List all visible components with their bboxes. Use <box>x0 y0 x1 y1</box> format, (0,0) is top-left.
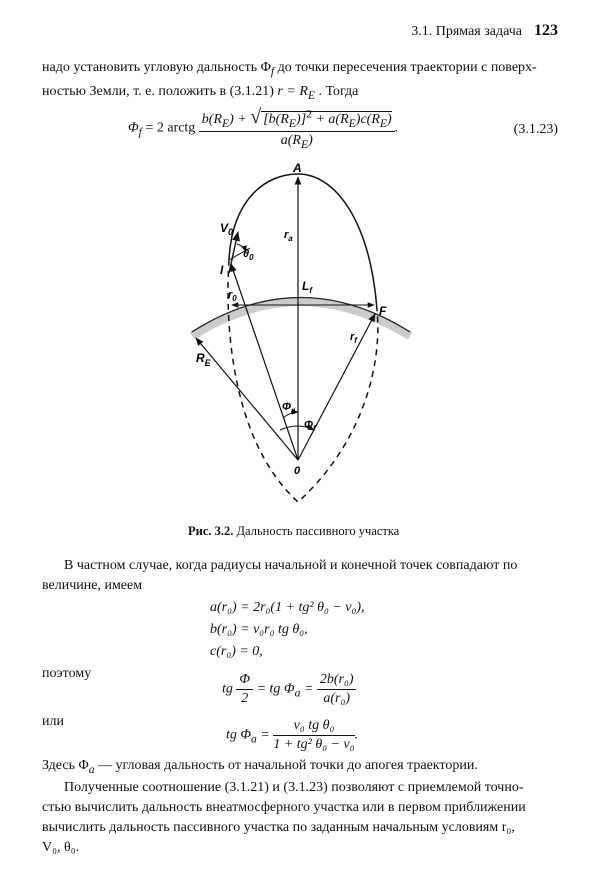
para1-line2-rest: . Тогда <box>315 83 359 99</box>
eq1-sqrt-sup: 2 <box>306 107 312 121</box>
label-RE: $R_E$ <box>196 351 211 368</box>
eq1-lhs: Φ <box>128 120 139 136</box>
eq2-mid: = tg Φ <box>253 681 295 697</box>
eq2-eq: = <box>300 681 317 697</box>
label-theta0: $\theta_0$ <box>243 248 254 262</box>
label-Lf: $L_f$ <box>302 279 313 295</box>
eq1-fraction <box>199 106 395 151</box>
vector-rf <box>298 314 375 460</box>
figure-caption <box>188 524 399 539</box>
label-O: 0 <box>294 465 301 477</box>
label-A: A <box>293 161 302 175</box>
eq2-lhs: tg <box>222 681 237 697</box>
label-r0: $r_0$ <box>228 289 237 303</box>
eq1-num-a: b(R <box>201 112 223 127</box>
eq1-period: . <box>394 120 399 136</box>
eq1-numerator: $b(R_E)$ + √ $[b(R_E)]^2 + a(R_E)c(R_E)$ <box>199 106 395 132</box>
trajectory-dashed <box>228 260 378 502</box>
eq3-den: 1 + tg² θ₀ − ν₀ <box>273 737 355 752</box>
para4-line1: Полученные соотношение (3.1.21) и (3.1.23) позволяют с приемлемой точно- <box>64 780 524 795</box>
eq3-num: ν₀ tg θ₀ <box>273 718 354 736</box>
eq3-lhs: tg Φ <box>226 727 252 743</box>
eq1-den-b: E <box>300 137 309 151</box>
label-I: I <box>220 263 224 277</box>
label-F: F <box>379 304 387 318</box>
system-a: a(r₀) = 2r₀(1 + tg² θ₀ − ν₀), <box>210 600 365 615</box>
eq3-eq: = <box>256 727 274 743</box>
label-V0: $V_0$ <box>220 221 234 237</box>
eq1-sqrt-sub2: E <box>348 116 356 130</box>
para3-sub: a <box>88 762 95 776</box>
para4-line2: стью вычислить дальность внеатмосферного участка или в первом приближении <box>42 800 526 815</box>
eq1-den-c: ) <box>308 132 313 148</box>
paragraph-intro <box>42 58 558 106</box>
word-ili: или <box>42 714 64 729</box>
vector-re <box>196 338 298 460</box>
eq2-frac1-den: 2 <box>241 691 249 706</box>
eq1-denominator <box>199 132 395 151</box>
figure-3-2 <box>170 160 430 515</box>
eq1-lhs-sub: f <box>138 125 142 139</box>
caption-text: Дальность пассивного участка <box>233 524 400 538</box>
velocity-vector <box>229 232 238 273</box>
eq1-op: = 2 arctg <box>141 120 199 136</box>
eq1-den-a: a(R <box>280 132 301 148</box>
para1-math: r = R <box>277 83 308 99</box>
eq1-sqrt-sub3: E <box>379 116 387 130</box>
eq1-num-c: ) + <box>229 112 251 127</box>
paragraph-here <box>42 756 478 780</box>
equation-tg-phi-a <box>226 718 358 753</box>
eq1-sqrt-a: [b(R <box>263 112 289 127</box>
eq2-frac2-num: 2b(r₀) <box>317 672 357 690</box>
eq1-num-b: E <box>222 116 230 130</box>
para3-b: — угловая дальность от начальной точки до апогея траектории. <box>94 758 478 773</box>
eq2-frac1-num: Φ <box>236 672 253 690</box>
page-number: 123 <box>534 22 558 39</box>
eq1-sqrt-rest: + a(R <box>311 112 349 127</box>
eq1-sqrt-rest2: )c(R <box>355 112 380 127</box>
system-c: c(r₀) = 0, <box>210 644 263 659</box>
eq2-mid-sub: a <box>294 686 301 700</box>
para1-line2: ностью Земли, т. е. положить в (3.1.21) <box>42 83 278 99</box>
system-b: b(r₀) = ν₀r₀ tg θ₀, <box>210 622 308 637</box>
para3-a: Здесь Φ <box>42 758 89 773</box>
para1-line1: надо установить угловую дальность Φ <box>42 60 271 75</box>
equation-3-1-23 <box>128 106 398 151</box>
eq1-sqrt-sub: E <box>288 116 297 130</box>
para1-line1-rest: до точки пересечения траектории с поверх- <box>274 60 537 75</box>
vector-r0 <box>231 264 298 460</box>
eq1-sqrt-rest3: ) <box>387 112 392 127</box>
label-phi-a: $\Phi_a$ <box>282 401 296 415</box>
paragraph-conclusion <box>42 778 558 858</box>
eq3-lhs-sub: a <box>251 732 257 746</box>
label-phi-f: $\Phi_f$ <box>304 419 316 433</box>
para2-line1: В частном случае, когда радиусы начальной и конечной точек совпадают по <box>64 558 518 573</box>
caption-label: Рис. 3.2. <box>188 524 234 538</box>
para1-sub-f: f <box>270 64 275 78</box>
equation-system <box>210 597 365 663</box>
running-header <box>411 22 558 40</box>
para1-sub-e: E <box>307 88 315 102</box>
para4-line3: вычислить дальность пассивного участка по заданным начальным условиям r₀, <box>42 820 515 835</box>
para4-line4: V₀, θ₀. <box>42 840 80 855</box>
eq3-period: . <box>354 727 359 743</box>
word-poetomu: поэтому <box>42 666 92 681</box>
section-title: 3.1. Прямая задача <box>411 24 522 39</box>
eq1-number: (3.1.23) <box>513 122 558 137</box>
para2-line2: величине, имеем <box>42 578 143 593</box>
equation-tg-half <box>222 672 356 707</box>
eq1-sqrt-close: )] <box>296 112 307 127</box>
label-rf: $r_f$ <box>350 331 357 345</box>
paragraph-special-case <box>42 556 558 596</box>
label-ra: $r_a$ <box>284 229 293 243</box>
eq2-frac2-den: a(r₀) <box>323 691 350 706</box>
